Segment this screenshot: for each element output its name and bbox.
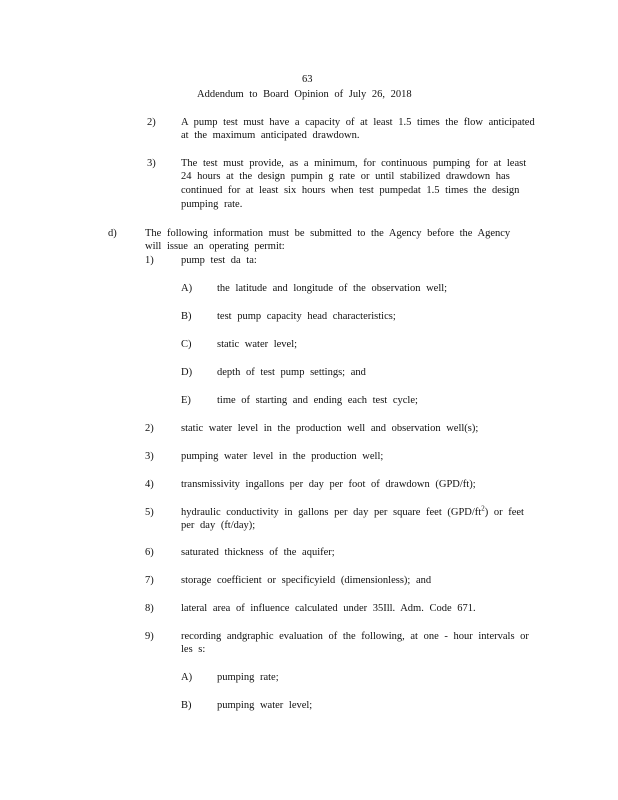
item-text: The test must provide, as a minimum, for continuous pumping for at least xyxy=(181,158,527,169)
section-letter: d) xyxy=(108,228,117,239)
item-number: 9) xyxy=(145,631,154,642)
item-text: continued for at least six hours when test pumpedat 1.5 times the design xyxy=(181,185,520,196)
item-text: pumping rate. xyxy=(181,199,243,210)
subitem-letter: A) xyxy=(181,283,193,294)
item-text: recording andgraphic evaluation of the following, at one - hour intervals or xyxy=(181,631,529,642)
item-text: lateral area of influence calculated under 35Ill. Adm. Code 671. xyxy=(181,603,476,614)
subitem-text: depth of test pump settings; and xyxy=(217,367,366,378)
subitem-letter: A) xyxy=(181,672,193,683)
item-text: 24 hours at the design pumpin g rate or until stabilized drawdown has xyxy=(181,171,510,182)
item-text-part: hydraulic conductivity in gallons per day per square feet (GPD/ft xyxy=(181,507,482,518)
section-text: will issue an operating permit: xyxy=(145,241,285,252)
section-text: The following information must be submitted to the Agency before the Agency xyxy=(145,228,511,239)
subitem-letter: E) xyxy=(181,395,191,406)
subitem-text: static water level; xyxy=(217,339,298,350)
item-number: 3) xyxy=(145,451,154,462)
subitem-letter: C) xyxy=(181,339,192,350)
item-text: at the maximum anticipated drawdown. xyxy=(181,130,360,141)
item-number: 6) xyxy=(145,547,154,558)
item-number: 8) xyxy=(145,603,154,614)
subitem-text: test pump capacity head characteristics; xyxy=(217,311,396,322)
subitem-letter: B) xyxy=(181,311,192,322)
item-text: pump test da ta: xyxy=(181,255,257,266)
item-text: per day (ft/day); xyxy=(181,520,256,531)
item-text xyxy=(181,504,524,519)
item-number: 4) xyxy=(145,479,154,490)
subitem-text: time of starting and ending each test cycle; xyxy=(217,395,418,406)
subitem-letter: D) xyxy=(181,367,193,378)
item-text: static water level in the production well and observation well(s); xyxy=(181,423,479,434)
item-number: 3) xyxy=(147,158,156,169)
item-number: 7) xyxy=(145,575,154,586)
item-number: 5) xyxy=(145,507,154,518)
item-text: transmissivity ingallons per day per foot of drawdown (GPD/ft); xyxy=(181,479,476,490)
item-text: storage coefficient or specificyield (dimensionless); and xyxy=(181,575,432,586)
page-number: 63 xyxy=(302,74,313,85)
item-text: saturated thickness of the aquifer; xyxy=(181,547,335,558)
item-number: 2) xyxy=(147,117,156,128)
item-number: 2) xyxy=(145,423,154,434)
superscript: 2 xyxy=(481,504,485,513)
item-text: les s: xyxy=(181,644,206,655)
subitem-text: pumping rate; xyxy=(217,672,279,683)
subitem-text: the latitude and longitude of the observation well; xyxy=(217,283,448,294)
item-text: A pump test must have a capacity of at least 1.5 times the flow anticipated xyxy=(181,117,535,128)
item-text: pumping water level in the production well; xyxy=(181,451,384,462)
subitem-text: pumping water level; xyxy=(217,700,313,711)
page-subtitle: Addendum to Board Opinion of July 26, 2018 xyxy=(197,89,412,100)
item-text-part: ) or feet xyxy=(484,507,524,518)
item-number: 1) xyxy=(145,255,154,266)
subitem-letter: B) xyxy=(181,700,192,711)
